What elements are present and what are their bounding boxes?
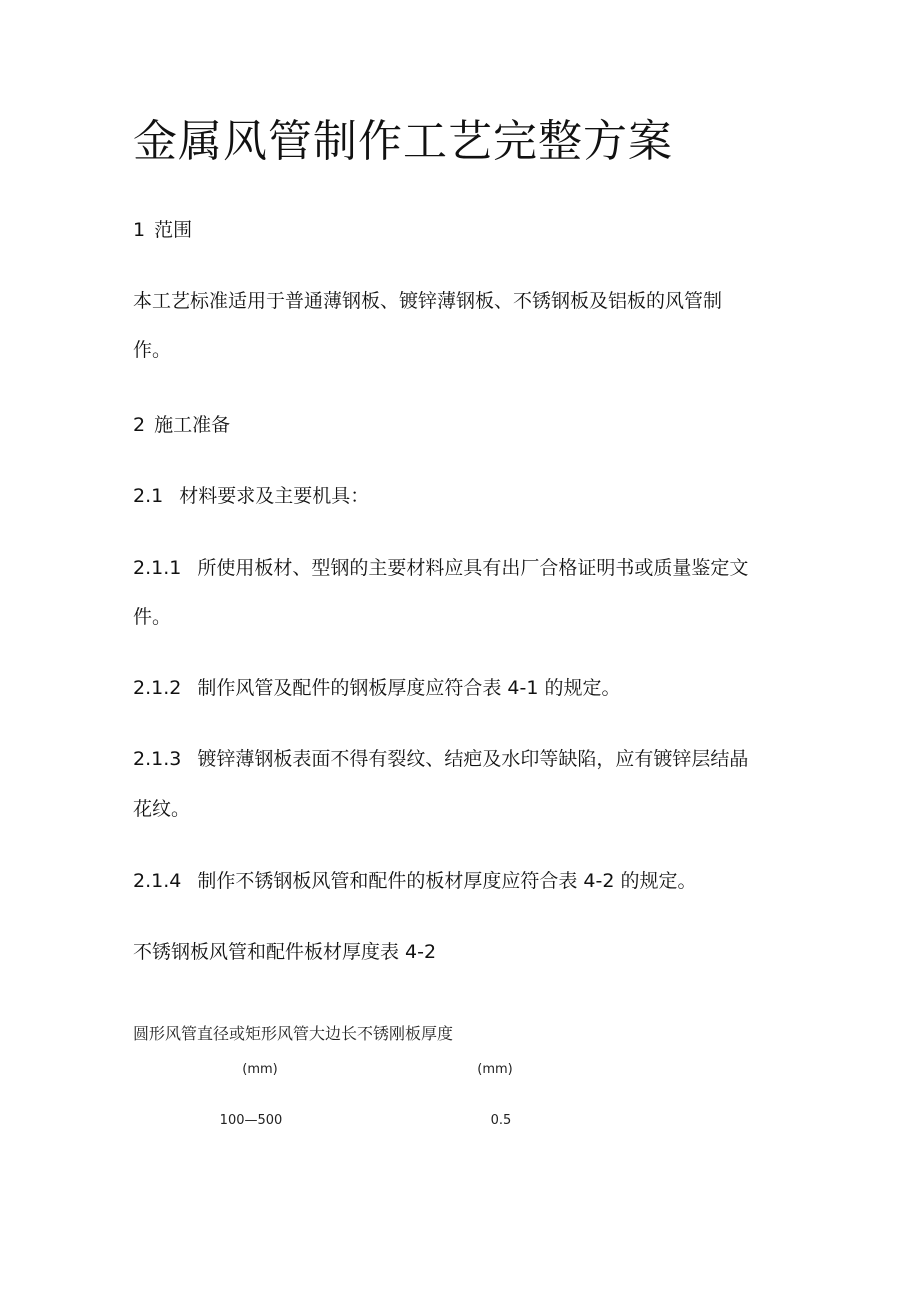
table-unit-col-2: (mm) xyxy=(477,1062,513,1077)
section-number: 2.1.4 xyxy=(133,870,182,892)
section-number: 2.1.1 xyxy=(133,557,182,579)
table-caption: 不锈钢板风管和配件板材厚度表 4-2 xyxy=(133,941,437,963)
section-heading-text: 范围 xyxy=(154,219,193,241)
section-number: 1 xyxy=(133,219,146,241)
section-2-1-4 xyxy=(133,869,696,893)
section-text: 材料要求及主要机具： xyxy=(179,485,370,507)
section-2-1 xyxy=(133,484,369,508)
section-text: 镀锌薄钢板表面不得有裂纹、结疤及水印等缺陷，应有镀锌层结晶 xyxy=(197,748,749,770)
section-1-body-line-1: 本工艺标准适用于普通薄钢板、镀锌薄钢板、不锈钢板及铝板的风管制 xyxy=(133,290,723,312)
document-title: 金属风管制作工艺完整方案 xyxy=(133,116,673,167)
table-cell-thickness: 0.5 xyxy=(490,1113,512,1128)
section-2-1-3-line-2: 花纹。 xyxy=(133,798,191,820)
section-text: 制作不锈钢板风管和配件的板材厚度应符合表 4-2 的规定。 xyxy=(197,870,697,892)
section-number: 2.1.2 xyxy=(133,677,182,699)
section-text: 制作风管及配件的钢板厚度应符合表 4-1 的规定。 xyxy=(197,677,621,699)
section-2-1-1-line-2: 件。 xyxy=(133,606,172,628)
section-number: 2.1.3 xyxy=(133,748,182,770)
section-2-1-3-line-1 xyxy=(133,747,748,771)
section-1-body-line-2: 作。 xyxy=(133,339,172,361)
section-number: 2.1 xyxy=(133,485,164,507)
table-cell-range: 100—500 xyxy=(219,1113,283,1128)
section-heading-text: 施工准备 xyxy=(154,414,231,436)
section-text: 所使用板材、型钢的主要材料应具有出厂合格证明书或质量鉴定文 xyxy=(197,557,749,579)
section-2-1-2 xyxy=(133,676,620,700)
section-1-heading xyxy=(133,218,192,242)
section-2-1-1-line-1 xyxy=(133,556,748,580)
table-header: 圆形风管直径或矩形风管大边长不锈刚板厚度 xyxy=(133,1024,454,1043)
table-unit-col-1: (mm) xyxy=(242,1062,278,1077)
section-number: 2 xyxy=(133,414,146,436)
section-2-heading xyxy=(133,413,230,437)
